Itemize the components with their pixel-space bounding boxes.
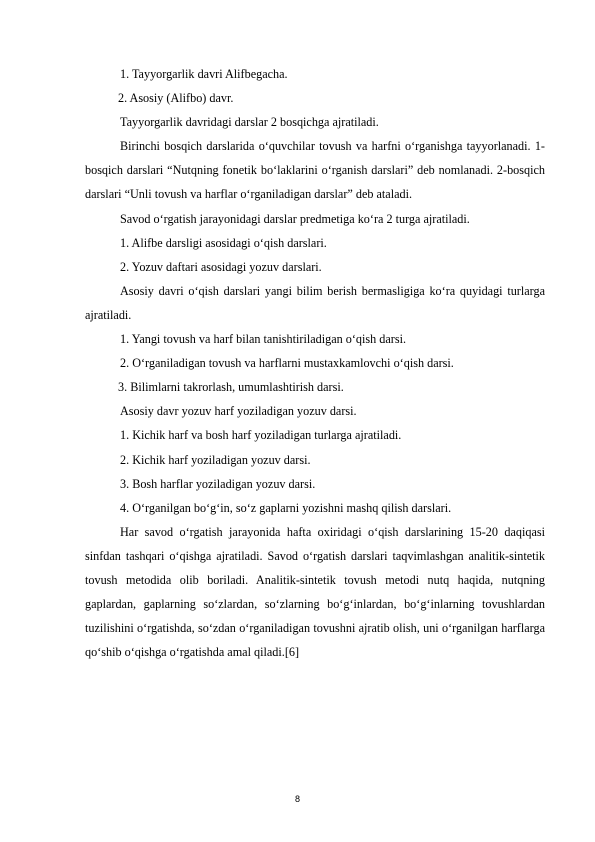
page-number: 8 (294, 794, 300, 804)
paragraph-list-item: 3. Bosh harflar yoziladigan yozuv darsi. (120, 476, 316, 491)
paragraph-list-item: 1. Tayyorgarlik davri Alifbegacha. (120, 67, 288, 81)
paragraph-list-item: 1. Kichik harf va bosh harf yoziladigan turlarga ajratiladi. (120, 428, 402, 443)
paragraph-list-item: 2. Asosiy (Alifbo) davr. (118, 91, 234, 106)
paragraph-list-item: 2. Yozuv daftari asosidagi yozuv darslari. (120, 259, 322, 274)
paragraph: Har savod o‘rgatish jarayonida hafta oxiridagi o‘qish darslarining 15-20 daqiqasi sinfdan tashqari o‘qishga ajratiladi. Savod o‘rgatish darslari taqvimlashgan analitik-sintetik tovush metodida olib boriladi. Analitik-sintetik tovush metodi nutq haqida, nutqning gaplardan, gaplarning so‘zlardan, so‘zlarning bo‘g‘inlardan, bo‘g‘inlarning tovushlardan tuzilishini o‘rgatishda, so‘zdan o‘rganiladigan tovushni ajratib olish, uni o‘rganilgan harflarga qo‘shib o‘qishga o‘rgatishda amal qiladi.[6] (85, 524, 545, 660)
paragraph-list-item: 3. Bilimlarni takrorlash, umumlashtirish darsi. (118, 380, 344, 395)
paragraph-list-item: 2. Kichik harf yoziladigan yozuv darsi. (120, 452, 311, 467)
paragraph: Asosiy davr yozuv harf yoziladigan yozuv darsi. (120, 404, 357, 419)
paragraph: Savod o‘rgatish jarayonidagi darslar predmetiga ko‘ra 2 turga ajratiladi. (120, 211, 470, 226)
paragraph: Tayyorgarlik davridagi darslar 2 bosqichga ajratiladi. (120, 115, 379, 130)
paragraph: Asosiy davri o‘qish darslari yangi bilim berish bermasligiga ko‘ra quyidagi turlarga ajratiladi. (85, 283, 545, 322)
paragraph-list-item: 2. O‘rganiladigan tovush va harflarni mustaxkamlovchi o‘qish darsi. (120, 356, 454, 371)
document-body (85, 62, 545, 664)
paragraph-list-item: 1. Yangi tovush va harf bilan tanishtiriladigan o‘qish darsi. (120, 332, 407, 347)
paragraph-list-item: 4. O‘rganilgan bo‘g‘in, so‘z gaplarni yozishni mashq qilish darslari. (120, 500, 452, 515)
paragraph-list-item: 1. Alifbe darsligi asosidagi o‘qish darslari. (120, 235, 327, 250)
paragraph: Birinchi bosqich darslarida o‘quvchilar tovush va harfni o‘rganishga tayyorlanadi. 1-bosqich darslari “Nutqning fonetik bo‘laklarini o‘rganish darslari” deb nomlanadi. 2-bosqich darslari “Unli tovush va harflar o‘rganiladigan darslar” deb ataladi. (85, 139, 545, 202)
